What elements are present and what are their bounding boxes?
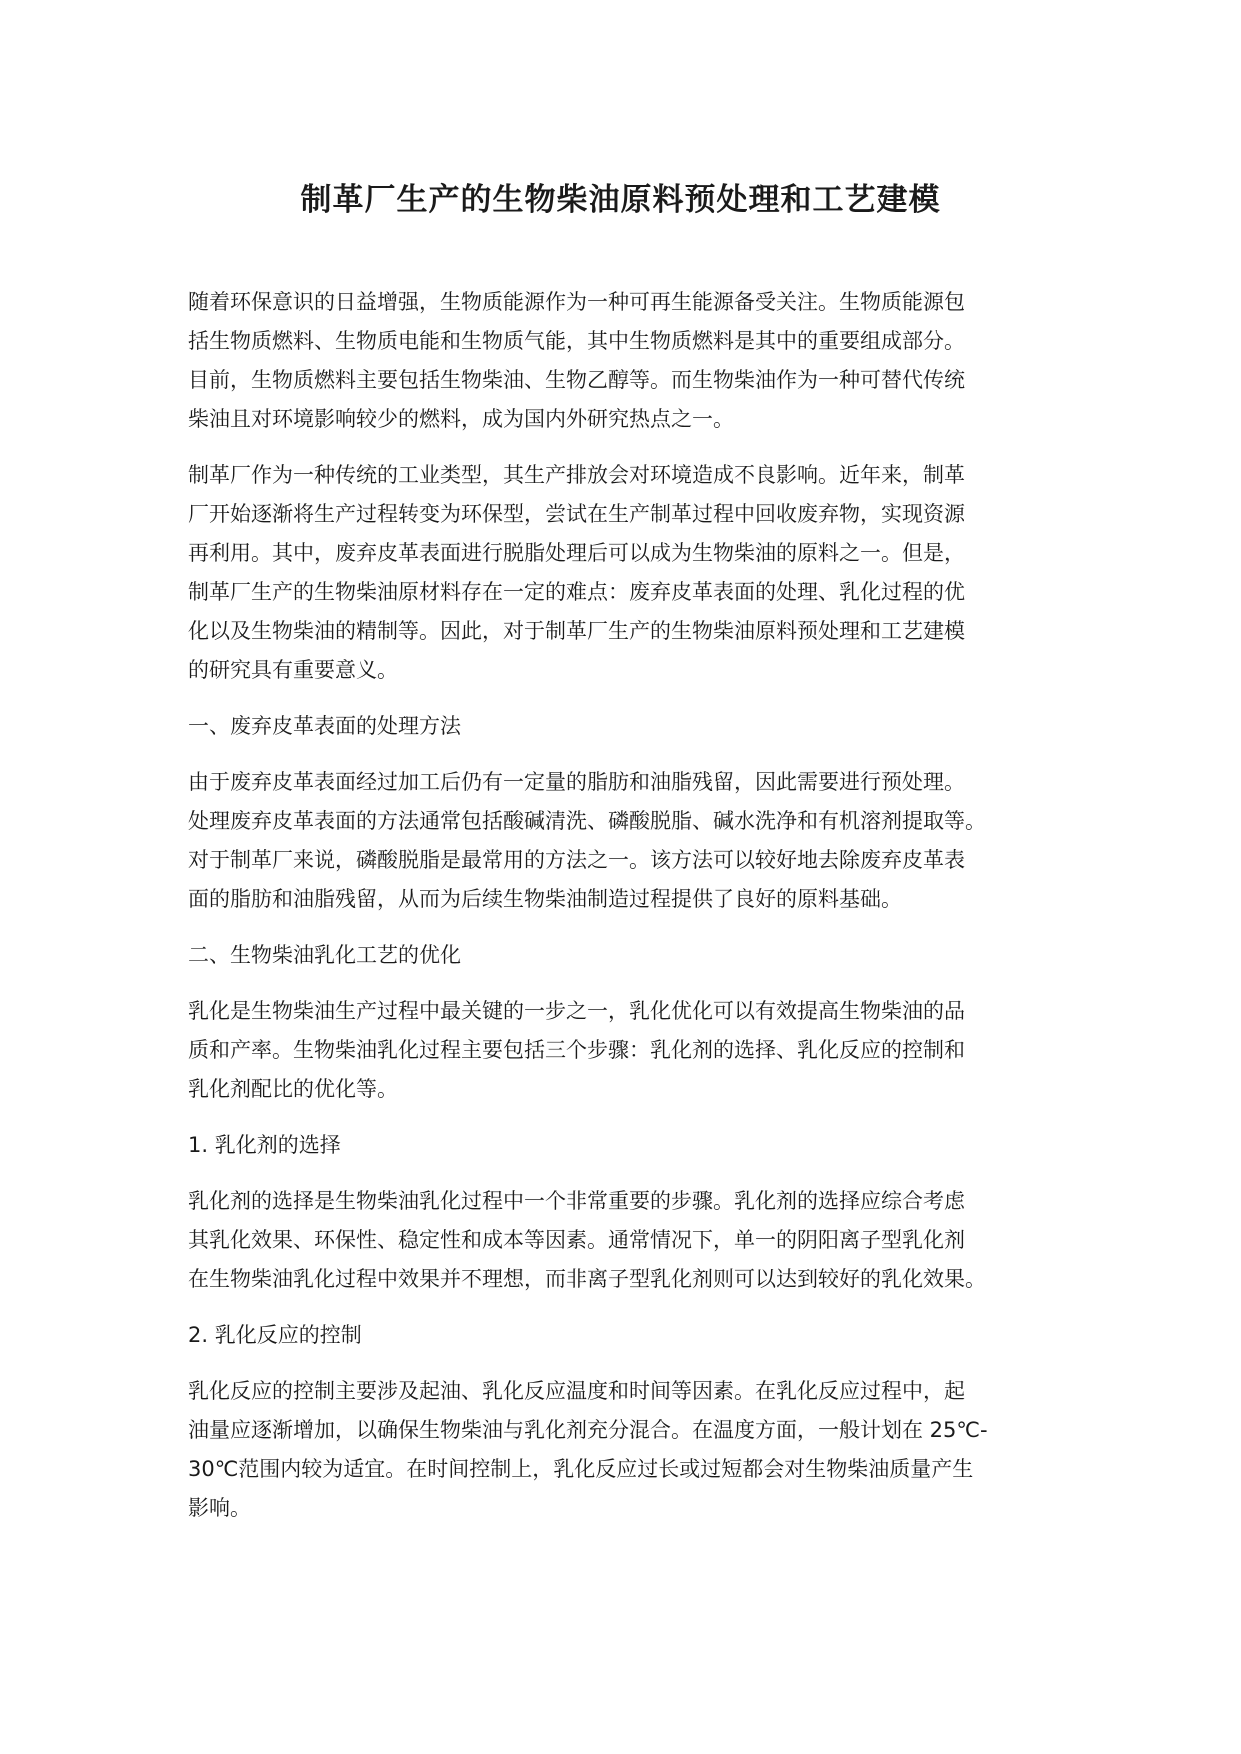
subsection-heading-1	[188, 1126, 1068, 1165]
text-line: 影响。	[188, 1496, 251, 1520]
text-line: 质和产率。生物柴油乳化过程主要包括三个步骤：乳化剂的选择、乳化反应的控制和	[188, 1038, 965, 1062]
text-line: 制革厂生产的生物柴油原材料存在一定的难点：废弃皮革表面的处理、乳化过程的优	[188, 580, 965, 604]
text-line: 处理废弃皮革表面的方法通常包括酸碱清洗、磷酸脱脂、碱水洗净和有机溶剂提取等。	[188, 809, 986, 833]
section-heading-2	[188, 936, 1068, 975]
text-line: 由于废弃皮革表面经过加工后仍有一定量的脂肪和油脂残留，因此需要进行预处理。	[188, 770, 965, 794]
text-line: 在生物柴油乳化过程中效果并不理想，而非离子型乳化剂则可以达到较好的乳化效果。	[188, 1267, 986, 1291]
text-line: 对于制革厂来说，磷酸脱脂是最常用的方法之一。该方法可以较好地去除废弃皮革表	[188, 848, 965, 872]
section-heading-1	[188, 707, 1068, 746]
paragraph-treatment	[188, 763, 1068, 919]
heading-text: 二、生物柴油乳化工艺的优化	[188, 943, 461, 967]
heading-text: 1. 乳化剂的选择	[188, 1133, 341, 1157]
paragraph-intro	[188, 283, 1068, 439]
document-body	[188, 283, 1068, 1528]
text-line: 厂开始逐渐将生产过程转变为环保型，尝试在生产制革过程中回收废弃物，实现资源	[188, 502, 965, 526]
paragraph-reaction-control	[188, 1372, 1068, 1528]
text-line: 括生物质燃料、生物质电能和生物质气能，其中生物质燃料是其中的重要组成部分。	[188, 329, 965, 353]
text-line: 制革厂作为一种传统的工业类型，其生产排放会对环境造成不良影响。近年来，制革	[188, 463, 965, 487]
document-title: 制革厂生产的生物柴油原料预处理和工艺建模	[300, 182, 941, 218]
text-line: 随着环保意识的日益增强，生物质能源作为一种可再生能源备受关注。生物质能源包	[188, 290, 965, 314]
subsection-heading-2	[188, 1316, 1068, 1355]
text-line: 面的脂肪和油脂残留，从而为后续生物柴油制造过程提供了良好的原料基础。	[188, 887, 902, 911]
text-line: 目前，生物质燃料主要包括生物柴油、生物乙醇等。而生物柴油作为一种可替代传统	[188, 368, 965, 392]
text-line: 的研究具有重要意义。	[188, 658, 398, 682]
text-line: 柴油且对环境影响较少的燃料，成为国内外研究热点之一。	[188, 407, 734, 431]
paragraph-emulsification	[188, 992, 1068, 1109]
text-line: 其乳化效果、环保性、稳定性和成本等因素。通常情况下，单一的阴阳离子型乳化剂	[188, 1228, 965, 1252]
text-line: 乳化剂的选择是生物柴油乳化过程中一个非常重要的步骤。乳化剂的选择应综合考虑	[188, 1189, 965, 1213]
text-line: 再利用。其中，废弃皮革表面进行脱脂处理后可以成为生物柴油的原料之一。但是，	[188, 541, 965, 565]
text-line: 乳化是生物柴油生产过程中最关键的一步之一，乳化优化可以有效提高生物柴油的品	[188, 999, 965, 1023]
text-line: 乳化剂配比的优化等。	[188, 1077, 398, 1101]
heading-text: 一、废弃皮革表面的处理方法	[188, 714, 461, 738]
paragraph-tannery	[188, 456, 1068, 690]
heading-text: 2. 乳化反应的控制	[188, 1323, 362, 1347]
text-line: 油量应逐渐增加，以确保生物柴油与乳化剂充分混合。在温度方面，一般计划在 25℃-	[188, 1418, 988, 1442]
text-line: 乳化反应的控制主要涉及起油、乳化反应温度和时间等因素。在乳化反应过程中，起	[188, 1379, 965, 1403]
paragraph-emulsifier-selection	[188, 1182, 1068, 1299]
text-line: 30℃范围内较为适宜。在时间控制上，乳化反应过长或过短都会对生物柴油质量产生	[188, 1457, 974, 1481]
text-line: 化以及生物柴油的精制等。因此，对于制革厂生产的生物柴油原料预处理和工艺建模	[188, 619, 965, 643]
